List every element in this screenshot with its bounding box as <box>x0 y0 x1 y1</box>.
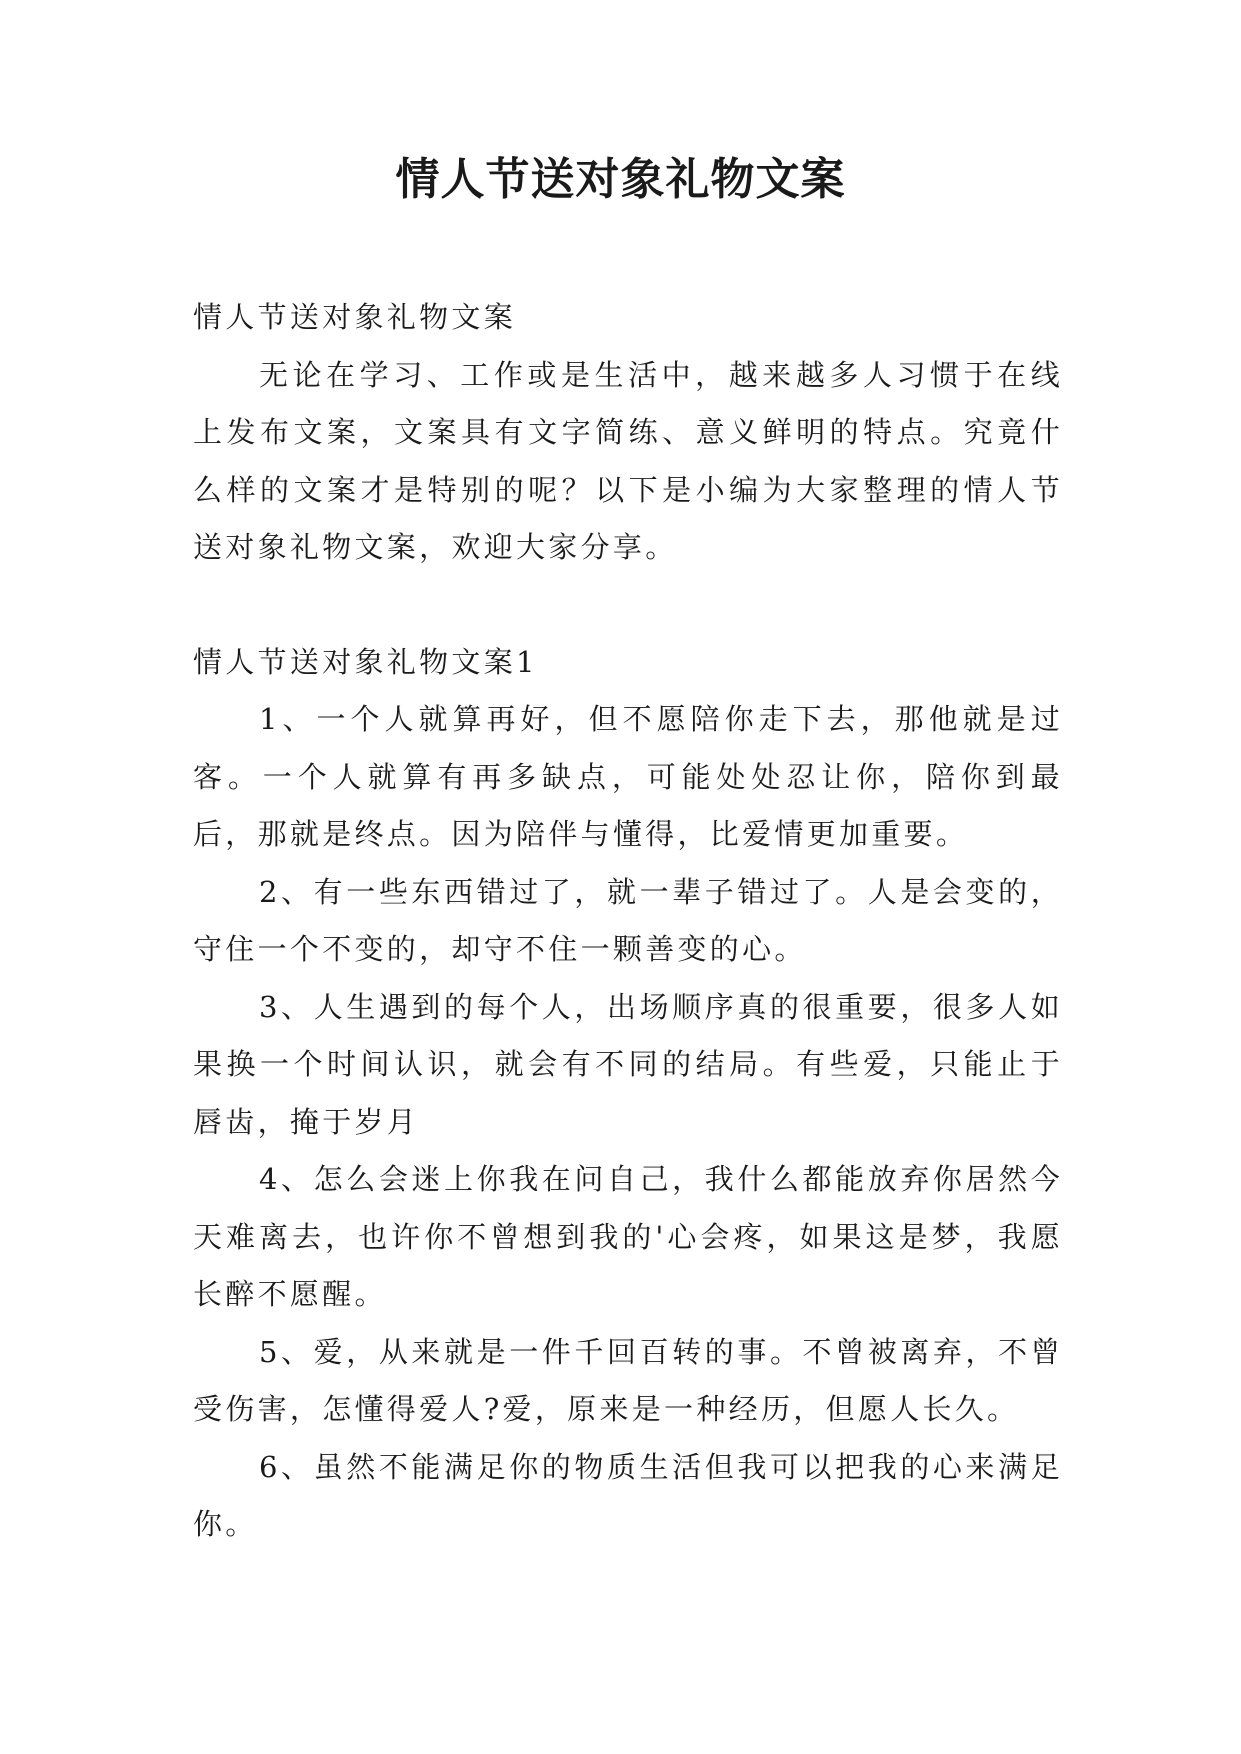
section-heading: 情人节送对象礼物文案1 <box>193 644 538 679</box>
list-item-4: 4、怎么会迷上你我在问自己，我什么都能放弃你居然今天难离去，也许你不曾想到我的'心会疼，如果这是梦，我愿长醉不愿醒。 <box>193 1162 1063 1311</box>
section-spacer <box>193 577 1063 634</box>
intro-paragraph: 无论在学习、工作或是生活中，越来越多人习惯于在线上发布文案，文案具有文字简练、意义鲜明的特点。究竟什么样的文案才是特别的呢？以下是小编为大家整理的情人节送对象礼物文案，欢迎大家分享。 <box>193 357 1063 564</box>
page-title: 情人节送对象礼物文案 <box>395 154 846 205</box>
list-item-1: 1、一个人就算再好，但不愿陪你走下去，那他就是过客。一个人就算有再多缺点，可能处处忍让你，陪你到最后，那就是终点。因为陪伴与懂得，比爱情更加重要。 <box>193 702 1063 851</box>
list-item-5: 5、爱，从来就是一件千回百转的事。不曾被离弃，不曾受伤害，怎懂得爱人?爱，原来是一种经历，但愿人长久。 <box>193 1334 1063 1426</box>
subtitle: 情人节送对象礼物文案 <box>193 300 517 334</box>
list-item-6: 6、虽然不能满足你的物质生活但我可以把我的心来满足你。 <box>193 1449 1063 1541</box>
list-item-3: 3、人生遇到的每个人，出场顺序真的很重要，很多人如果换一个时间认识，就会有不同的结局。有些爱，只能止于唇齿，掩于岁月 <box>193 989 1063 1139</box>
list-item-2: 2、有一些东西错过了，就一辈子错过了。人是会变的，守住一个不变的，却守不住一颗善变的心。 <box>193 874 1063 966</box>
document-body <box>193 289 1063 1554</box>
